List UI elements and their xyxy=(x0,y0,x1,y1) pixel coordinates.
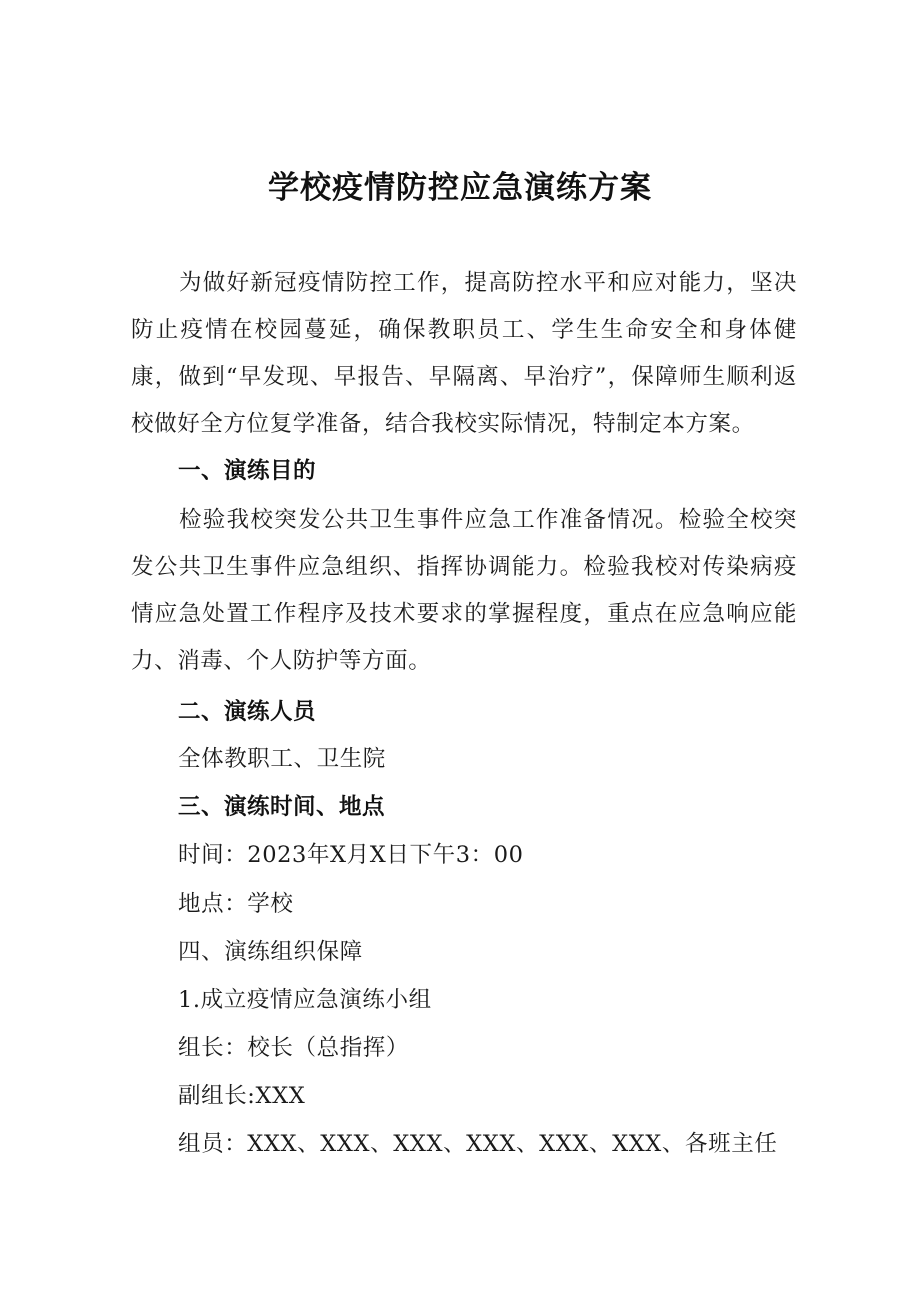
intro-paragraph: 为做好新冠疫情防控工作，提高防控水平和应对能力，坚决防止疫情在校园蔓延，确保教职员工、学生生命安全和身体健康，做到“早发现、早报告、早隔离、早治疗”，保障师生顺利返校做好全方位复学准备，结合我校实际情况，特制定本方案。 xyxy=(131,270,797,437)
purpose-paragraph: 检验我校突发公共卫生事件应急工作准备情况。检验全校突发公共卫生事件应急组织、指挥协调能力。检验我校对传染病疫情应急处置工作程序及技术要求的掌握程度，重点在应急响应能力、消毒、个人防护等方面。 xyxy=(131,507,797,674)
personnel-text: 全体教职工、卫生院 xyxy=(178,746,386,772)
members-line: 组员：XXX、XXX、XXX、XXX、XXX、XXX、各班主任 xyxy=(178,1131,778,1157)
document-title: 学校疫情防控应急演练方案 xyxy=(268,170,652,206)
leader-line: 组长：校长（总指挥） xyxy=(178,1035,410,1061)
org-item-1: 1.成立疫情应急演练小组 xyxy=(178,987,432,1013)
deputy-line: 副组长:XXX xyxy=(178,1083,306,1109)
place-line: 地点：学校 xyxy=(178,891,294,917)
time-line: 时间：2023年X月X日下午3：00 xyxy=(178,842,524,868)
section-heading-personnel: 二、演练人员 xyxy=(178,699,317,725)
section-heading-organization: 四、演练组织保障 xyxy=(178,939,363,965)
section-heading-purpose: 一、演练目的 xyxy=(178,458,317,484)
section-heading-time-place: 三、演练时间、地点 xyxy=(178,794,386,820)
